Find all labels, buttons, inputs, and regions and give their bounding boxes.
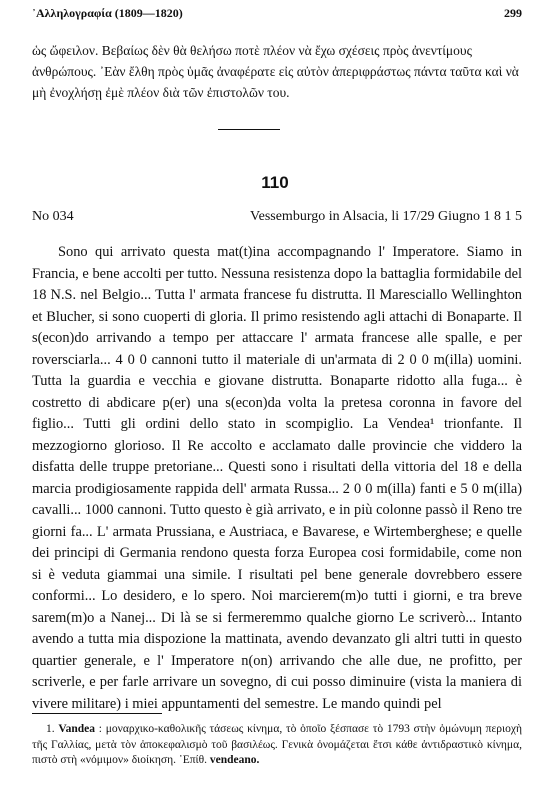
section-title: ᾿Αλληλογραφία (1809—1820)	[32, 6, 183, 20]
letter-number: 110	[261, 173, 289, 192]
document-number: No 034	[32, 209, 74, 224]
greek-paragraph	[32, 40, 522, 103]
page-number: 299	[504, 6, 522, 20]
footnote-tail: vendeano.	[209, 754, 260, 766]
footnote	[32, 722, 522, 769]
footnote-term: Vandea	[58, 723, 96, 735]
greek-paragraph-text: ὡς ὤφειλον. Βεβαίως δὲν θὰ θελήσω ποτὲ πλέον νὰ ἔχω σχέσεις πρὸς ἀνεντίμους ἀνθρώπους. ᾿Εὰν ἔλθη πρὸς ὑμᾶς ἀναφέρατε εἰς αὐτὸν ἀπεριφράστως πάντα ταῦτα καὶ νὰ μὴ ἐνοχλήσῃ ἐμὲ πλέον διὰ τῶν ἐπιστολῶν του.	[32, 43, 519, 100]
place-date: Vessemburgo in Alsacia, li 17/29 Giugno 1 8 1 5	[250, 209, 522, 224]
letter-heading	[32, 209, 522, 225]
letter-body	[32, 242, 522, 715]
footnote-divider	[32, 713, 162, 714]
running-header	[32, 6, 522, 21]
letter-paragraph: Sono qui arrivato questa mat(t)ina accompagnando l' Imperatore. Siamo in Francia, e bene accolti per tutto. Nessuna resistenza dopo la battaglia formidabile del 18 N.S. nel Belgio... Tutta l' armata francese fu distrutta. Il Maresciallo Wellinghton et Blucher, si sono cuoperti di gloria. Il primo resistendo agli attachi di Bonaparte. Il s(econ)do arrivando a tempo per attaccare l' armata francese alle spalle, e per roversciarla... 4 0 0 cannoni tutto il materiale di un'armata di 2 0 0 m(illa) uomini. Tutta la guardia e vecchia e giovane distrutta. Bonaparte ridotto alla fuga... è costretto di abdicare p(er) una s(econ)da volta la pretesa coronna in favore del figlio... Tutti gli ordini dello stato in scompiglio. La Vendea¹ trionfante. Il mezzogiorno glorioso. Il Re accolto e acclamato dalle provincie che viddero la disfatta delle truppe pretoriane... Questi sono i risultati della vittoria del 18 e della marcia prodigiosamente rappida dell' armata Russa... 2 0 0 m(illa) fanti e 5 0 m(illa) cavalli... 1000 cannoni. Tutto questo è già arrivato, e in più colonne passò il Reno tre giorni fa... L' armata Prussiana, e Austriaca, e Bavarese, e Wirtemberghese; e quelle dei principi di Germania rendono questa forza Europea cosi formidabile, come non si è veduta giammai una simile. I risultati pel bene generale dovrebbero essere conformi... Lo desidero, e lo spero. Noi marcierem(m)o tutti i giorni, e tra breve sarem(m)o a Nanej... Di là se si fermeremmo qualche giorno Le scriverò... Intanto avendo a tutta mia dispozione la mattinata, avendo devanzato gli altri tutti in questo quartier generale, e l' Imperatore n(on) arrivando che alle due, ne profitto, per scriverle, e per farle arrivare un sovegno, di cui posso diminuire (vista la maniera di vivere militare) i miei appuntamenti del semestre. Le mando quindi pel	[32, 244, 522, 712]
footnote-marker: 1.	[46, 723, 55, 735]
footnote-text: : μοναρχικο-καθολικῆς τάσεως κίνημα, τὸ ὁποῖο ξέσπασε τὸ 1793 στὴν ὁμώνυμη περιοχὴ τῆς Γαλλίας, μετὰ τὸν ἀποκεφαλισμὸ τοῦ βασιλέως. Γενικὰ ὀνομάζεται ἔτσι κάθε ἀντιδραστικὸ κίνημα, πιστὸ στὴ «νόμιμον» διοίκηση. ᾿Επίθ.	[32, 723, 523, 766]
section-divider	[218, 129, 280, 130]
